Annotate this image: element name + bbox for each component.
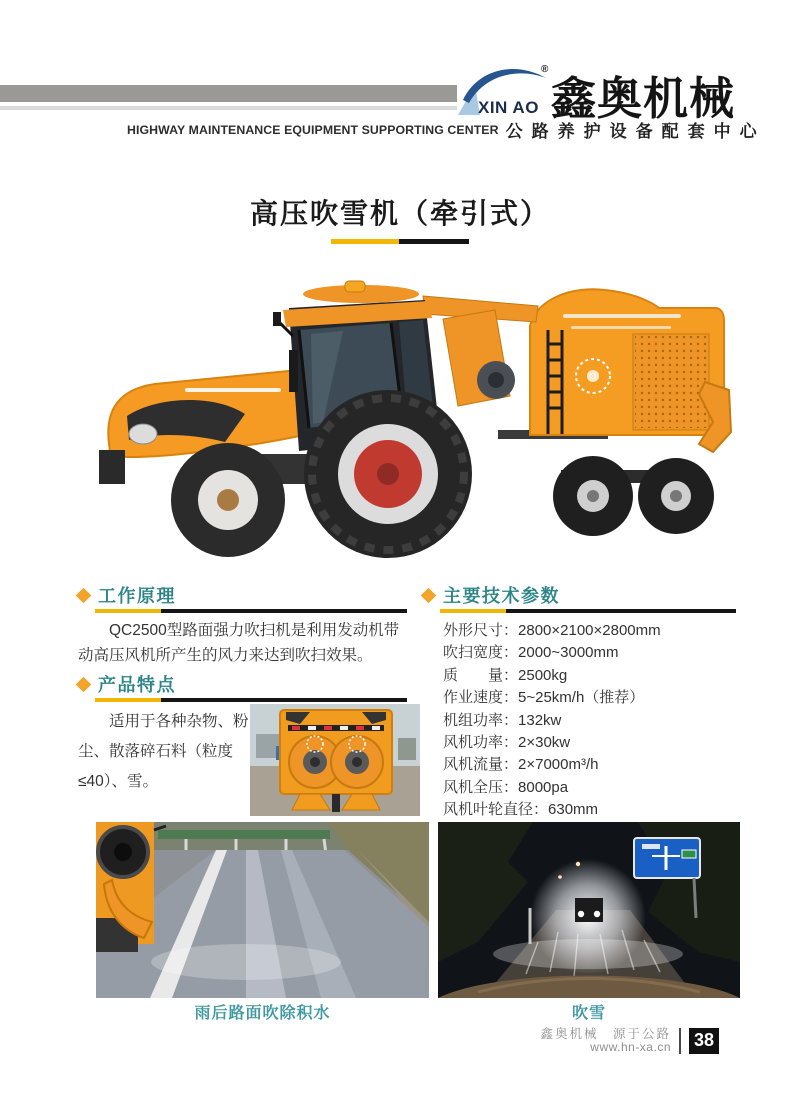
tagline-chinese: 公路养护设备配套中心 bbox=[505, 122, 766, 141]
spec-row: 风机功率：2×30kw bbox=[443, 734, 571, 752]
diamond-bullet-icon bbox=[421, 587, 437, 603]
working-principle-text: QC2500型路面强力吹扫机是利用发动机带动高压风机所产生的风力来达到吹扫效果。 bbox=[78, 622, 400, 665]
footer-divider bbox=[679, 1028, 681, 1054]
section-title: 工作原理 bbox=[98, 586, 176, 606]
spec-row: 风机叶轮直径：630mm bbox=[443, 801, 599, 819]
spec-row: 作业速度：5~25km/h（推荐） bbox=[443, 689, 645, 707]
photo-snow-blowing-night bbox=[438, 822, 740, 998]
feature-photo-blower-rear bbox=[250, 704, 420, 816]
footer bbox=[540, 1027, 719, 1054]
caption-bottom-right: 吹雪 bbox=[571, 1005, 606, 1022]
section-underline bbox=[95, 609, 407, 613]
diamond-bullet-icon bbox=[76, 587, 92, 603]
section-underline bbox=[440, 609, 736, 613]
tractor-group bbox=[99, 281, 538, 558]
photo-blowing-water-off-road bbox=[96, 822, 429, 998]
product-photo-tractor-trailer bbox=[93, 264, 733, 574]
diamond-bullet-icon bbox=[76, 676, 92, 692]
header-tagline bbox=[127, 117, 766, 142]
section-working-principle-header bbox=[78, 582, 176, 608]
brand-name-cn: 鑫奥机械 bbox=[551, 73, 736, 124]
section-underline bbox=[95, 698, 407, 702]
caption-bottom-left: 雨后路面吹除积水 bbox=[194, 1005, 331, 1022]
spec-row: 吹扫宽度：2000~3000mm bbox=[443, 644, 619, 662]
registered-trademark: ® bbox=[541, 64, 549, 75]
svg-text:XIN AO: XIN AO bbox=[478, 98, 539, 117]
trailer-group bbox=[530, 289, 731, 536]
title-underline bbox=[0, 239, 800, 244]
footer-website: www.hn-xa.cn bbox=[590, 1040, 671, 1054]
page-number-badge: 38 bbox=[689, 1028, 719, 1054]
spec-list bbox=[443, 620, 743, 822]
spec-row: 外形尺寸：2800×2100×2800mm bbox=[443, 622, 661, 639]
section-title: 主要技术参数 bbox=[443, 586, 560, 606]
spec-row: 风机流量：2×7000m³/h bbox=[443, 756, 599, 774]
tagline-english: HIGHWAY MAINTENANCE EQUIPMENT SUPPORTING CENTER bbox=[127, 122, 499, 137]
spec-row: 质 量：2500kg bbox=[443, 666, 568, 684]
spec-row: 风机全压：8000pa bbox=[443, 778, 569, 796]
product-features-text: 适用于各种杂物、粉尘、散落碎石料（粒度≤40）、雪。 bbox=[78, 713, 249, 791]
header-gray-bar-thin bbox=[0, 106, 457, 110]
section-specs-header bbox=[423, 582, 560, 608]
section-product-features-header bbox=[78, 671, 176, 697]
section-title: 产品特点 bbox=[98, 675, 176, 695]
header-gray-bar bbox=[0, 85, 457, 102]
xinao-logo-icon bbox=[456, 63, 548, 117]
spec-row: 机组功率：132kw bbox=[443, 711, 562, 729]
footer-slogan: 鑫奥机械 源于公路 bbox=[540, 1027, 671, 1041]
page-title: 高压吹雪机（牵引式） bbox=[249, 198, 550, 229]
